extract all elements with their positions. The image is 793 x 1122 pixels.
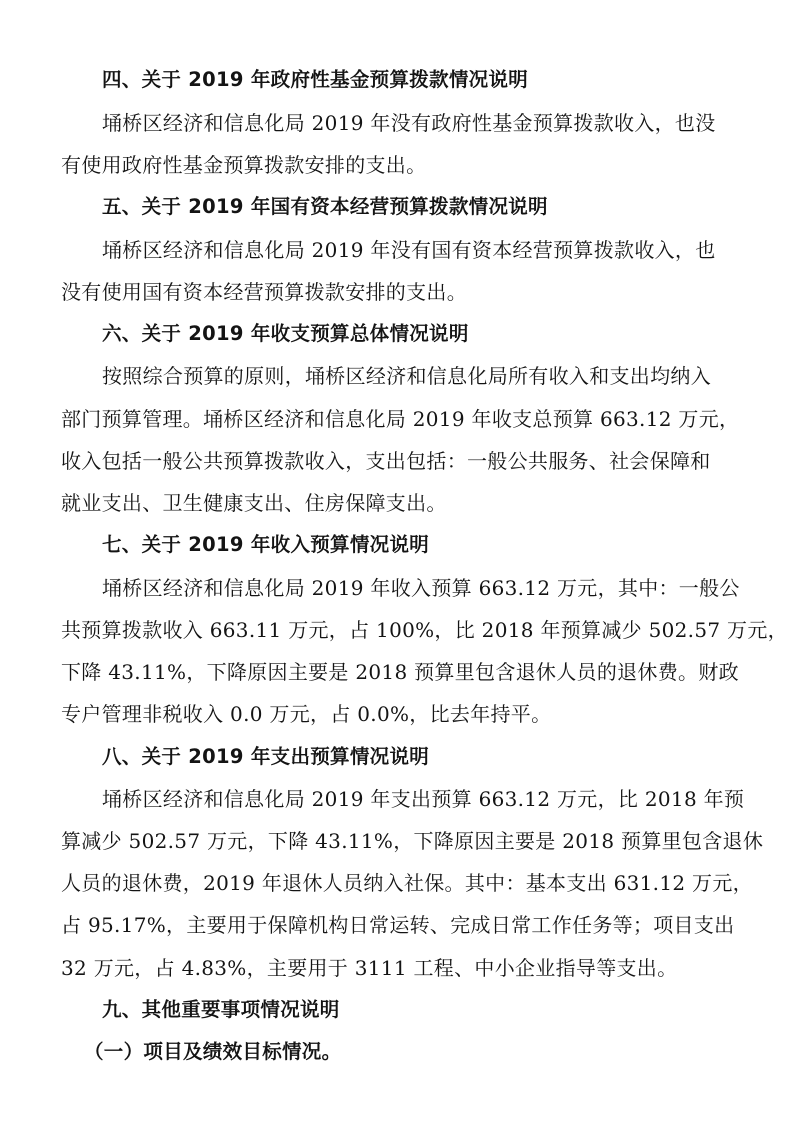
paragraph-line: 有使用政府性基金预算拨款安排的支出。	[61, 153, 427, 177]
paragraph-line: 没有使用国有资本经营预算拨款安排的支出。	[61, 280, 467, 304]
paragraph-line: 埇桥区经济和信息化局 2019 年没有政府性基金预算拨款收入，也没	[102, 111, 716, 135]
paragraph-line: 按照综合预算的原则，埇桥区经济和信息化局所有收入和支出均纳入	[102, 364, 711, 388]
paragraph-line: 部门预算管理。埇桥区经济和信息化局 2019 年收支总预算 663.12 万元，	[61, 407, 740, 431]
paragraph-line: 32 万元，占 4.83%，主要用于 3111 工程、中小企业指导等支出。	[61, 956, 678, 980]
paragraph-line: 共预算拨款收入 663.11 万元，占 100%，比 2018 年预算减少 502.57 万元，	[61, 618, 788, 642]
subsection-heading: （一）项目及绩效目标情况。	[84, 1040, 342, 1063]
paragraph-line: 占 95.17%，主要用于保障机构日常运转、完成日常工作任务等；项目支出	[61, 913, 735, 937]
section-heading: 八、关于 2019 年支出预算情况说明	[102, 745, 430, 768]
paragraph-line: 下降 43.11%，下降原因主要是 2018 预算里包含退休人员的退休费。财政	[61, 660, 739, 684]
paragraph-line: 埇桥区经济和信息化局 2019 年没有国有资本经营预算拨款收入，也	[102, 238, 716, 262]
paragraph-line: 算减少 502.57 万元，下降 43.11%，下降原因主要是 2018 预算里包含退休	[61, 829, 764, 853]
paragraph-line: 专户管理非税收入 0.0 万元，占 0.0%，比去年持平。	[61, 702, 552, 726]
section-heading: 四、关于 2019 年政府性基金预算拨款情况说明	[102, 68, 529, 91]
section-heading: 六、关于 2019 年收支预算总体情况说明	[102, 322, 469, 345]
section-heading: 五、关于 2019 年国有资本经营预算拨款情况说明	[102, 195, 548, 218]
paragraph-line: 就业支出、卫生健康支出、住房保障支出。	[61, 491, 447, 515]
paragraph-line: 埇桥区经济和信息化局 2019 年支出预算 663.12 万元，比 2018 年预	[102, 787, 745, 811]
paragraph-line: 埇桥区经济和信息化局 2019 年收入预算 663.12 万元，其中：一般公	[102, 576, 740, 600]
paragraph-line: 人员的退休费，2019 年退休人员纳入社保。其中：基本支出 631.12 万元，	[61, 871, 753, 895]
paragraph-line: 收入包括一般公共预算拨款收入，支出包括：一般公共服务、社会保障和	[61, 449, 711, 473]
section-heading: 九、其他重要事项情况说明	[102, 998, 340, 1021]
section-heading: 七、关于 2019 年收入预算情况说明	[102, 533, 430, 556]
